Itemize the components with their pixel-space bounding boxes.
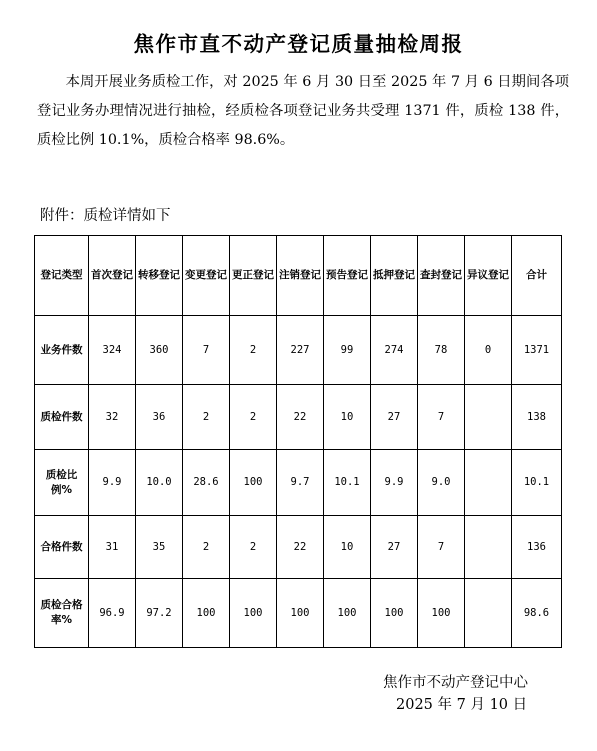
table-cell: 36 bbox=[136, 385, 183, 450]
table-cell: 136 bbox=[512, 516, 562, 579]
table-cell: 22 bbox=[277, 385, 324, 450]
table-cell: 27 bbox=[371, 516, 418, 579]
table-cell: 10.0 bbox=[136, 450, 183, 516]
table-cell: 9.0 bbox=[418, 450, 465, 516]
table-cell: 98.6 bbox=[512, 579, 562, 648]
table-row bbox=[35, 579, 562, 648]
row-label: 合格件数 bbox=[35, 516, 89, 579]
header-cell: 异议登记 bbox=[465, 236, 512, 316]
table-header-row bbox=[35, 236, 562, 316]
table-cell: 9.7 bbox=[277, 450, 324, 516]
header-cell: 更正登记 bbox=[230, 236, 277, 316]
attachment-label: 附件：质检详情如下 bbox=[40, 208, 171, 224]
table-cell: 7 bbox=[418, 516, 465, 579]
table-cell: 100 bbox=[230, 450, 277, 516]
table-cell: 10 bbox=[324, 516, 371, 579]
table-row bbox=[35, 316, 562, 385]
table-cell: 27 bbox=[371, 385, 418, 450]
table-cell: 2 bbox=[183, 385, 230, 450]
table-cell: 7 bbox=[418, 385, 465, 450]
table-cell: 2 bbox=[230, 316, 277, 385]
table-cell: 97.2 bbox=[136, 579, 183, 648]
header-cell: 查封登记 bbox=[418, 236, 465, 316]
table-cell: 10 bbox=[324, 385, 371, 450]
table-cell: 100 bbox=[183, 579, 230, 648]
table-cell: 1371 bbox=[512, 316, 562, 385]
table-cell: 138 bbox=[512, 385, 562, 450]
header-cell: 登记类型 bbox=[35, 236, 89, 316]
table-cell: 35 bbox=[136, 516, 183, 579]
table-cell: 274 bbox=[371, 316, 418, 385]
page-title: 焦作市直不动产登记质量抽检周报 bbox=[133, 32, 464, 56]
table-cell: 0 bbox=[465, 316, 512, 385]
header-cell: 首次登记 bbox=[89, 236, 136, 316]
table-cell: 96.9 bbox=[89, 579, 136, 648]
table-cell: 99 bbox=[324, 316, 371, 385]
row-label: 质检合格率% bbox=[35, 579, 89, 648]
table-cell: 2 bbox=[230, 516, 277, 579]
table-row bbox=[35, 516, 562, 579]
table-cell: 324 bbox=[89, 316, 136, 385]
table-cell: 227 bbox=[277, 316, 324, 385]
quality-table bbox=[34, 235, 562, 648]
table-row bbox=[35, 385, 562, 450]
table-cell: 100 bbox=[324, 579, 371, 648]
header-cell: 注销登记 bbox=[277, 236, 324, 316]
signature-date: 2025 年 7 月 10 日 bbox=[396, 697, 528, 713]
table-cell: 9.9 bbox=[371, 450, 418, 516]
table-cell: 2 bbox=[183, 516, 230, 579]
table-cell: 22 bbox=[277, 516, 324, 579]
header-cell: 合计 bbox=[512, 236, 562, 316]
table-cell bbox=[465, 450, 512, 516]
table-cell: 28.6 bbox=[183, 450, 230, 516]
table-row bbox=[35, 450, 562, 516]
header-cell: 转移登记 bbox=[136, 236, 183, 316]
header-cell: 抵押登记 bbox=[371, 236, 418, 316]
header-cell: 预告登记 bbox=[324, 236, 371, 316]
table-cell: 78 bbox=[418, 316, 465, 385]
table-cell: 100 bbox=[418, 579, 465, 648]
table-cell: 31 bbox=[89, 516, 136, 579]
intro-paragraph: 本周开展业务质检工作，对 2025 年 6 月 30 日至 2025 年 7 月 6 日期间各项登记业务办理情况进行抽检，经质检各项登记业务共受理 1371 件，质检 138 件，质检比例 10.1%，质检合格率 98.6%。 bbox=[37, 74, 569, 148]
table-cell: 9.9 bbox=[89, 450, 136, 516]
table-cell: 7 bbox=[183, 316, 230, 385]
table-cell bbox=[465, 516, 512, 579]
table-cell: 360 bbox=[136, 316, 183, 385]
signature-organization: 焦作市不动产登记中心 bbox=[383, 675, 528, 691]
table-cell: 100 bbox=[230, 579, 277, 648]
table-cell: 100 bbox=[277, 579, 324, 648]
table-cell bbox=[465, 579, 512, 648]
table-cell bbox=[465, 385, 512, 450]
row-label: 业务件数 bbox=[35, 316, 89, 385]
table-cell: 2 bbox=[230, 385, 277, 450]
row-label: 质检比例% bbox=[35, 450, 89, 516]
row-label: 质检件数 bbox=[35, 385, 89, 450]
table-cell: 10.1 bbox=[324, 450, 371, 516]
header-cell: 变更登记 bbox=[183, 236, 230, 316]
table-cell: 10.1 bbox=[512, 450, 562, 516]
table-cell: 100 bbox=[371, 579, 418, 648]
table-cell: 32 bbox=[89, 385, 136, 450]
